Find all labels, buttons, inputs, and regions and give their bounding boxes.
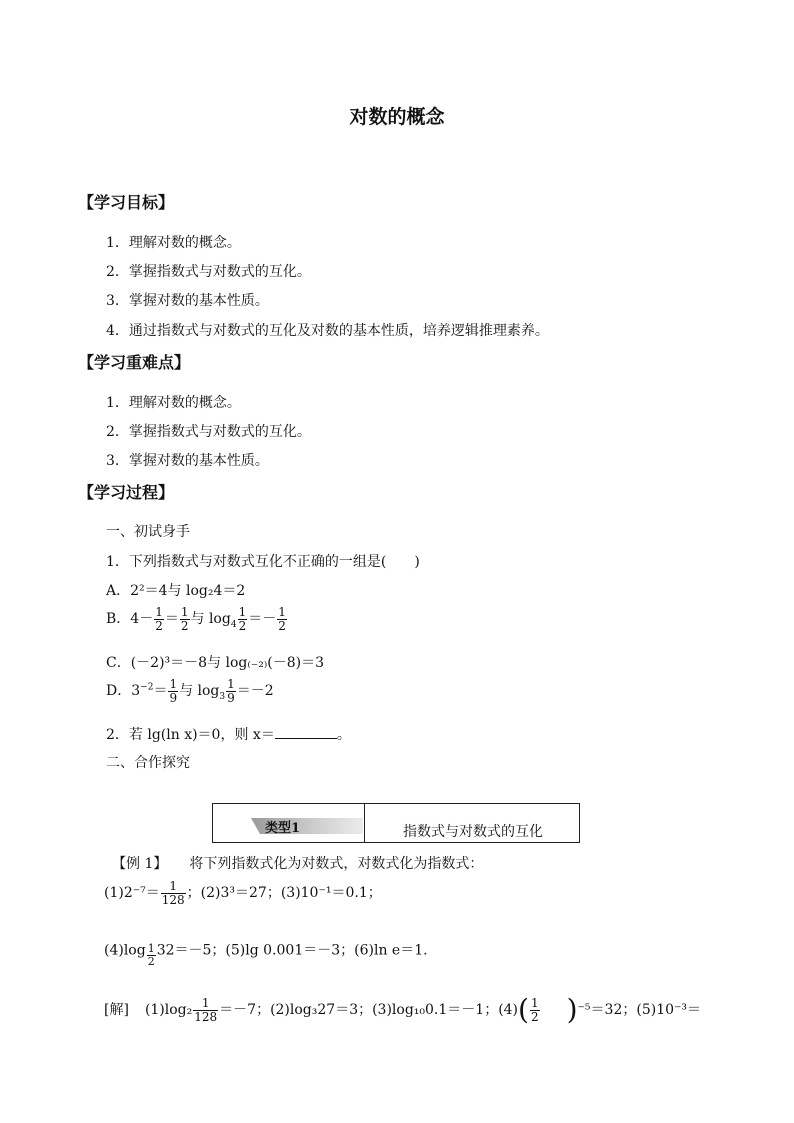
keypoints-heading: 【学习重难点】	[78, 353, 191, 372]
option-d-frac-1	[168, 678, 178, 704]
option-b: B．4－ $\frac{1}{2}$ ＝ $\frac{1}{2}$ 与 $\log_4$ $\frac{1}{2}$ ＝－ $\frac{1}{2}$	[106, 605, 286, 633]
frac-num: 1	[161, 880, 186, 894]
frac-num: 1	[193, 997, 218, 1011]
solution-line	[104, 993, 702, 1026]
option-a	[106, 584, 245, 598]
frac-num: 1	[169, 677, 178, 691]
solution-frac-128	[193, 997, 218, 1023]
option-b-frac-2	[180, 606, 190, 632]
option-a-label: A．	[106, 583, 131, 599]
goal-item-3: 3．掌握对数的基本性质。	[106, 293, 269, 309]
solution-c: ⁻⁵＝32；(5)10⁻³＝	[577, 1002, 702, 1018]
option-b-frac-3	[238, 606, 248, 632]
frac-num: 1	[278, 605, 286, 619]
option-d-label: D．	[106, 683, 132, 700]
goal-item-1: 1．理解对数的概念。	[106, 235, 241, 251]
type-tag-label: 类型1	[265, 821, 301, 836]
frac-num: 1	[180, 605, 189, 619]
left-paren: (	[518, 993, 529, 1026]
type-title: 指数式与对数式的互化	[403, 824, 543, 840]
option-b-base: 4	[130, 611, 140, 628]
frac-num: 1	[147, 942, 155, 955]
frac-den: 2	[155, 618, 163, 633]
frac-den: 2	[147, 954, 155, 968]
example-1-line-1	[104, 880, 382, 906]
frac-num: 1	[238, 605, 247, 619]
frac-den: 2	[238, 618, 247, 633]
type-box	[212, 803, 580, 843]
frac-den: 2	[530, 1009, 539, 1024]
goals-heading: 【学习目标】	[78, 193, 175, 212]
frac-den: 9	[227, 690, 235, 705]
option-b-frac-1	[154, 606, 164, 632]
solution-a: (1)log₂	[144, 1002, 193, 1018]
option-d: D．$3^{-2}=$ $\frac{1}{9}$ 与 $\log_3$ $\frac{1}{9}$ ＝－2	[106, 677, 274, 705]
question-2	[106, 726, 351, 742]
example-1-line-2-a: (4)log	[104, 942, 146, 959]
goal-item-4: 4．通过指数式与对数式的互化及对数的基本性质，培养逻辑推理素养。	[106, 323, 549, 339]
type-box-divider	[364, 804, 365, 842]
part2-title: 二、合作探究	[106, 755, 190, 771]
page-title: 对数的概念	[349, 106, 445, 128]
frac-den: 9	[169, 690, 178, 705]
solution-label: [解]	[104, 1002, 129, 1018]
option-d-tail: ＝－2	[236, 683, 274, 700]
solution-frac-half	[530, 997, 540, 1023]
frac-num: 1	[227, 677, 235, 691]
keypoint-item-1: 1．理解对数的概念。	[106, 395, 241, 411]
example-1-text: 将下列指数式化为对数式，对数式化为指数式：	[189, 856, 484, 872]
example-1-line-2-b: 32＝－5；(5)lg 0.001＝－3；(6)ln e＝1.	[156, 942, 428, 959]
option-c-label: C．	[106, 655, 131, 671]
option-d-base: 3	[131, 683, 141, 700]
example-1-line-1-b: ；(2)3³＝27；(3)10⁻¹＝0.1；	[186, 885, 382, 902]
example-1-line-1-a: (1)2⁻⁷＝	[104, 885, 160, 902]
question-2-text: 2．若 lg(ln x)＝0，则 x＝	[106, 727, 275, 743]
frac-num: 1	[155, 605, 163, 619]
option-a-text: 2²＝4与 log₂4＝2	[130, 583, 246, 599]
option-b-label: B．	[106, 611, 131, 628]
question-2-end: 。	[336, 727, 351, 743]
frac-den: 2	[278, 618, 286, 633]
frac-den: 128	[194, 1009, 218, 1024]
frac-num: 1	[530, 995, 539, 1010]
process-heading: 【学习过程】	[78, 483, 175, 502]
part1-title: 一、初试身手	[106, 524, 190, 540]
frac-den: 2	[180, 618, 189, 633]
example-1-line-2	[104, 943, 428, 967]
right-paren: )	[566, 993, 578, 1026]
goal-item-2: 2．掌握指数式与对数式的互化。	[106, 264, 311, 280]
solution-b: ＝－7；(2)log₃27＝3；(3)log₁₀0.1＝－1；(4)	[219, 1002, 519, 1018]
option-b-neg: ＝－	[248, 611, 277, 628]
option-b-frac-4	[277, 606, 287, 632]
option-c	[106, 656, 324, 670]
option-c-text: (－2)³＝－8与 log₍₋₂₎(－8)＝3	[130, 655, 325, 671]
keypoint-item-3: 3．掌握对数的基本性质。	[106, 453, 269, 469]
example-1-log-base	[147, 943, 156, 967]
frac-den: 128	[161, 892, 185, 907]
option-b-minus: －	[139, 611, 154, 628]
example-1-label: 【例 1】	[112, 856, 168, 872]
option-b-sep: 与 log	[190, 611, 231, 628]
question-1: 1．下列指数式与对数式互化不正确的一组是( )	[106, 554, 420, 570]
example-1-frac-128	[161, 880, 186, 906]
answer-blank[interactable]	[275, 726, 337, 739]
example-1-heading	[112, 857, 483, 871]
option-b-eq: ＝	[164, 611, 179, 628]
option-d-frac-2	[226, 678, 236, 704]
keypoint-item-2: 2．掌握指数式与对数式的互化。	[106, 424, 311, 440]
